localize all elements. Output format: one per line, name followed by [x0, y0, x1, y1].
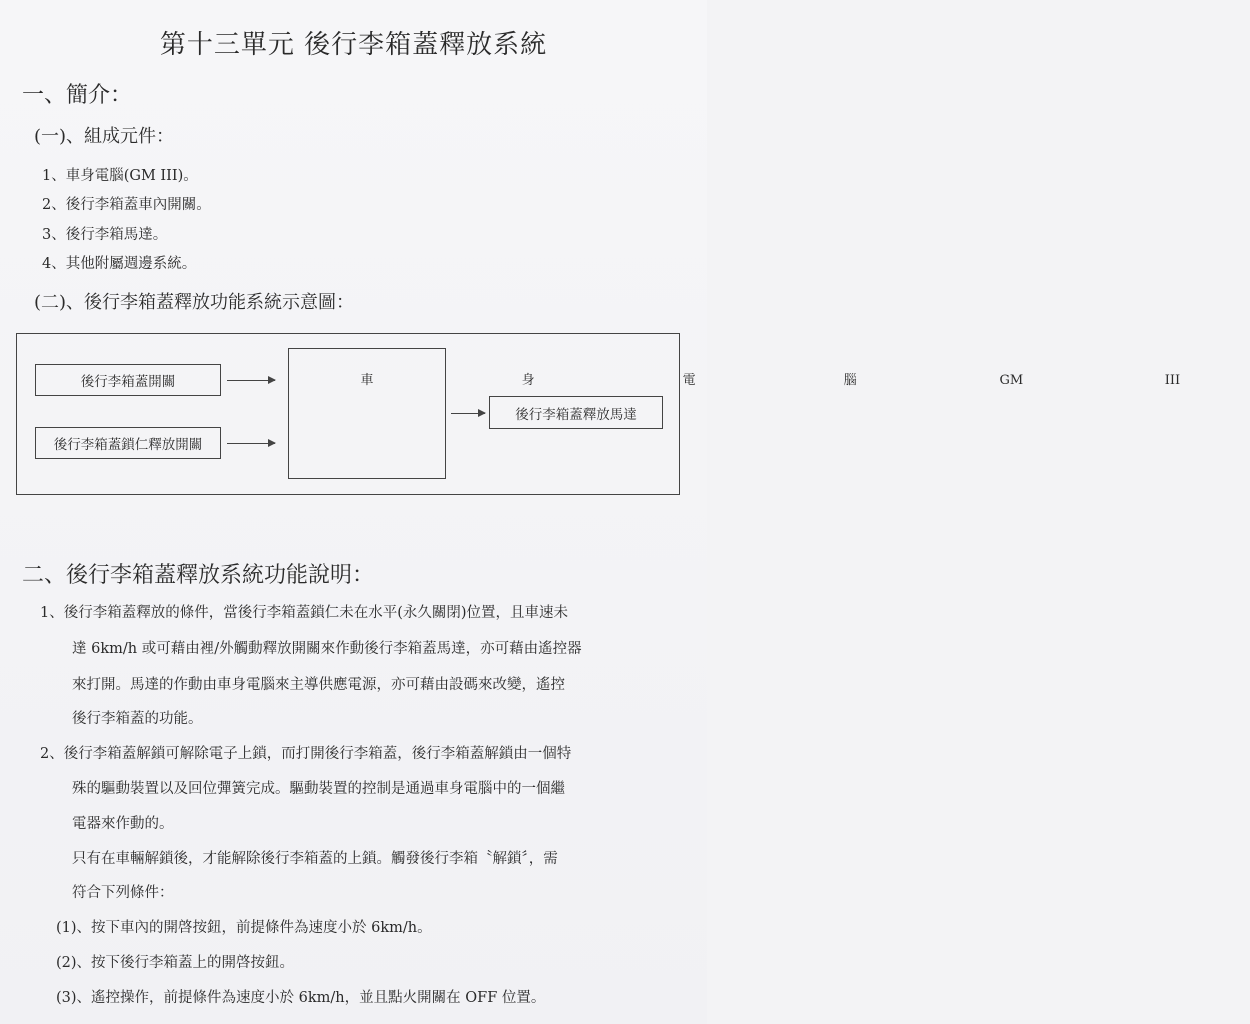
ecu-label	[289, 369, 1181, 389]
arrow-right-icon	[451, 413, 485, 414]
paragraph-line: 電器來作動的。	[72, 816, 174, 832]
paragraph-line: 殊的驅動裝置以及回位彈簧完成。驅動裝置的控制是通過車身電腦中的一個繼	[72, 781, 565, 797]
condition-item: (1)、按下車內的開啓按鈕，前提條件為速度小於 6km/h。	[56, 920, 432, 936]
paragraph-line: 達 6km/h 或可藉由裡/外觸動釋放開關來作動後行李箱蓋馬達，亦可藉由遙控器	[72, 641, 582, 657]
ecu-char: 身	[521, 373, 535, 388]
ecu-char: 電	[682, 373, 696, 388]
section-heading-function: 二、後行李箱蓋釋放系統功能說明：	[22, 563, 375, 588]
section-heading-intro: 一、簡介：	[22, 83, 133, 108]
subheading-components: (一)、組成元件：	[34, 126, 175, 147]
paragraph-line: 來打開。馬達的作動由車身電腦來主導供應電源，亦可藉由設碼來改變，遙控	[72, 677, 565, 693]
system-diagram	[16, 333, 1181, 495]
paragraph-line: 只有在車輛解鎖後，才能解除後行李箱蓋的上鎖。觸發後行李箱〝解鎖〞，需	[72, 851, 558, 867]
diagram-label: 後行李箱蓋開關	[80, 374, 176, 390]
diagram-box-trunk-switch	[35, 364, 221, 396]
arrow-right-icon	[227, 443, 275, 444]
list-item: 3、後行李箱馬達。	[42, 227, 168, 243]
paragraph-line: 符合下列條件：	[72, 885, 174, 901]
arrow-right-icon	[227, 380, 275, 381]
paragraph-line: 1、後行李箱蓋釋放的條件，當後行李箱蓋鎖仁未在水平(永久關閉)位置，且車速未	[40, 605, 569, 621]
list-item: 2、後行李箱蓋車內開關。	[42, 197, 211, 213]
page-title: 第十三單元 後行李箱蓋釋放系統	[159, 30, 548, 60]
condition-item: (3)、遙控操作，前提條件為速度小於 6km/h，並且點火開關在 OFF 位置。	[56, 990, 546, 1006]
list-item: 4、其他附屬週邊系統。	[42, 256, 197, 272]
diagram-box-lock-release-switch	[35, 427, 221, 459]
diagram-label: 後行李箱蓋釋放馬達	[515, 406, 637, 423]
subheading-diagram: (二)、後行李箱蓋釋放功能系統示意圖：	[34, 292, 355, 313]
list-item: 1、車身電腦(GM III)。	[42, 168, 198, 184]
diagram-label: 後行李箱蓋鎖仁釋放開關	[53, 437, 203, 453]
ecu-char: 車	[360, 373, 374, 388]
ecu-char: III	[1164, 373, 1181, 388]
paragraph-line: 後行李箱蓋的功能。	[72, 711, 203, 727]
condition-item: (2)、按下後行李箱蓋上的開啓按鈕。	[56, 955, 295, 971]
ecu-char: GM	[999, 373, 1024, 388]
ecu-char: 腦	[843, 373, 857, 388]
paragraph-line: 2、後行李箱蓋解鎖可解除電子上鎖，而打開後行李箱蓋，後行李箱蓋解鎖由一個特	[40, 746, 572, 762]
diagram-box-release-motor	[489, 396, 663, 429]
